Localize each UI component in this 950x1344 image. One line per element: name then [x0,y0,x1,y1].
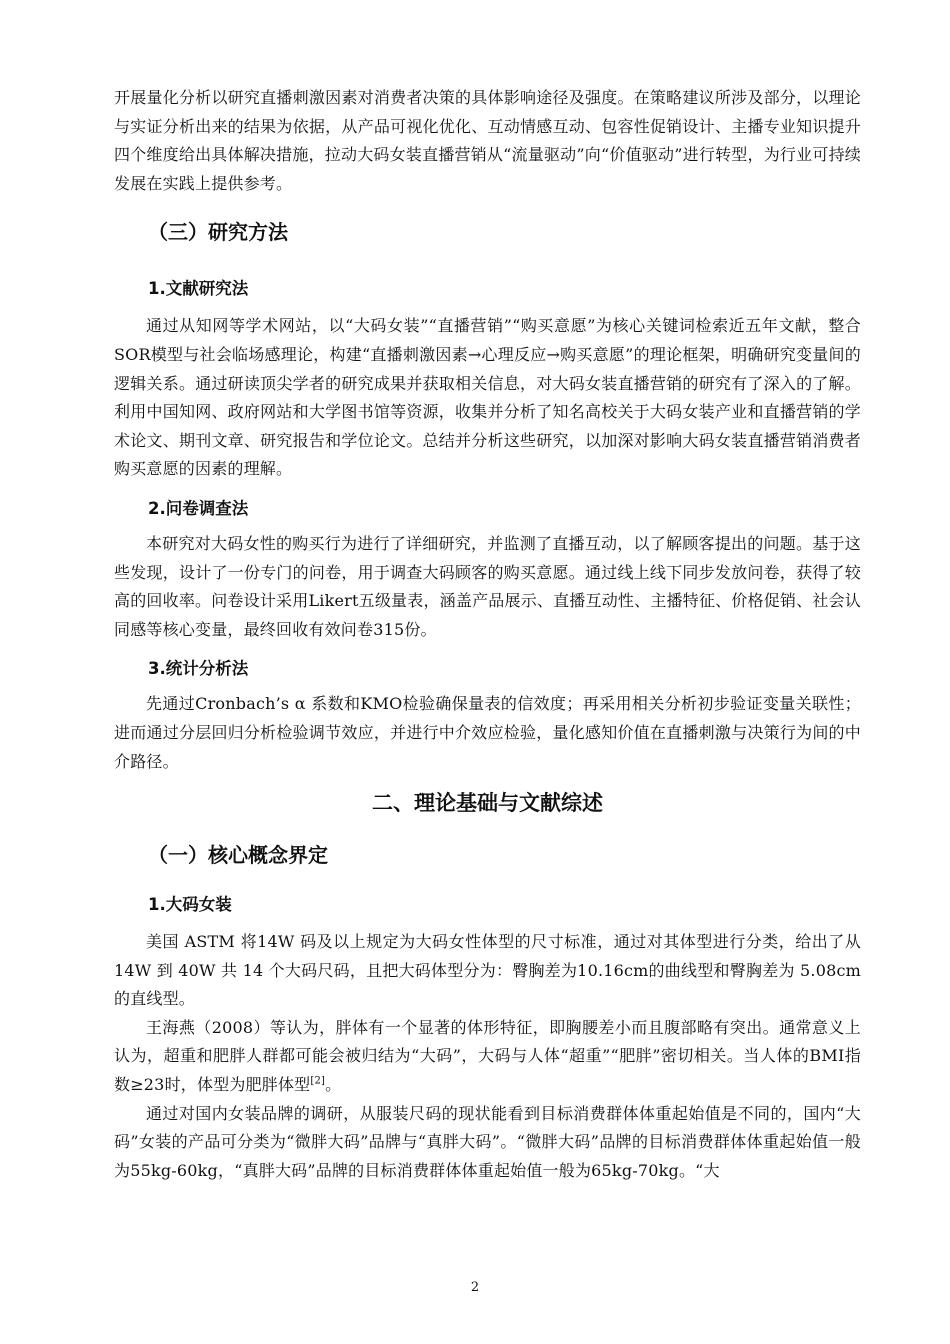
section-heading-row [114,198,861,262]
chapter-heading-row [114,776,861,828]
subsection-heading-row [114,262,861,312]
subsection-heading-plus-size: 1.大码女装 [148,895,232,915]
section-heading-row [114,828,861,878]
page-content [114,84,861,1185]
paragraph-bmi [114,1014,861,1100]
paragraph-bmi-end: 。 [325,1075,342,1095]
subsection-heading-statistics: 3.统计分析法 [148,659,249,679]
paragraph-statistics: 先通过Cronbach’s α 系数和KMO检验确保量表的信效度；再采用相关分析初步验证变量关联性；进而通过分层回归分析检验调节效应，并进行中介效应检验，量化感知价值在直播刺激与决策行为间的中介路径。 [114,694,861,771]
citation-ref: [2] [310,1075,326,1087]
section-heading-methods: （三）研究方法 [148,219,288,244]
subsection-heading-row [114,484,861,530]
subsection-heading-row [114,878,861,928]
paragraph-survey: 本研究对大码女性的购买行为进行了详细研究，并监测了直播互动，以了解顾客提出的问题。基于这些发现，设计了一份专门的问卷，用于调查大码顾客的购买意愿。通过线上线下同步发放问卷，获得了较高的回收率。问卷设计采用Likert五级量表，涵盖产品展示、直播互动性、主播特征、价格促销、社会认同感等核心变量，最终回收有效问卷315份。 [114,533,861,639]
intro-paragraph: 开展量化分析以研究直播刺激因素对消费者决策的具体影响途径及强度。在策略建议所涉及部分，以理论与实证分析出来的结果为依据，从产品可视化优化、互动情感互动、包容性促销设计、主播专业知识提升四个维度给出具体解决措施，拉动大码女装直播营销从“流量驱动”向“价值驱动”进行转型，为行业可持续发展在实践上提供参考。 [114,88,861,193]
page-number: 2 [470,1280,480,1295]
subsection-heading-row [114,644,861,690]
paragraph-literature: 通过从知网等学术网站，以“大码女装”“直播营销”“购买意愿”为核心关键词检索近五年文献，整合SOR模型与社会临场感理论，构建“直播刺激因素→心理反应→购买意愿”的理论框架，明确研究变量间的逻辑关系。通过研读顶尖学者的研究成果并获取相关信息，对大码女装直播营销的研究有了深入的了解。利用中国知网、政府网站和大学图书馆等资源，收集并分析了知名高校关于大码女装产业和直播营销的学术论文、期刊文章、研究报告和学位论文。总结并分析这些研究，以加深对影响大码女装直播营销消费者购买意愿的因素的理解。 [114,316,861,479]
paragraph-brands: 通过对国内女装品牌的调研，从服装尺码的现状能看到目标消费群体体重起始值是不同的，国内“大码”女装的产品可分类为“微胖大码”品牌与“真胖大码”。“微胖大码”品牌的目标消费群体体重起始值一般为55kg-60kg，“真胖大码”品牌的目标消费群体体重起始值一般为65kg-70kg。“大 [114,1103,861,1180]
subsection-heading-literature: 1.文献研究法 [148,279,249,299]
section-heading-concepts: （一）核心概念界定 [148,842,328,867]
paragraph-bmi-text: 王海燕（2008）等认为，胖体有一个显著的体形特征，即胸腰差小而且腹部略有突出。通常意义上认为，超重和肥胖人群都可能会被归结为“大码”，大码与人体“超重”“肥胖”密切相关。当人体的BMI指数≥23时，体型为肥胖体型 [114,1017,861,1095]
paragraph-astm: 美国 ASTM 将14W 码及以上规定为大码女性体型的尺寸标准，通过对其体型进行分类，给出了从14W 到 40W 共 14 个大码尺码，且把大码体型分为：臀胸差为10.16cm的曲线型和臀胸差为 5.08cm的直线型。 [114,932,861,1009]
chapter-heading: 二、理论基础与文献综述 [372,791,603,816]
subsection-heading-survey: 2.问卷调查法 [148,498,249,518]
